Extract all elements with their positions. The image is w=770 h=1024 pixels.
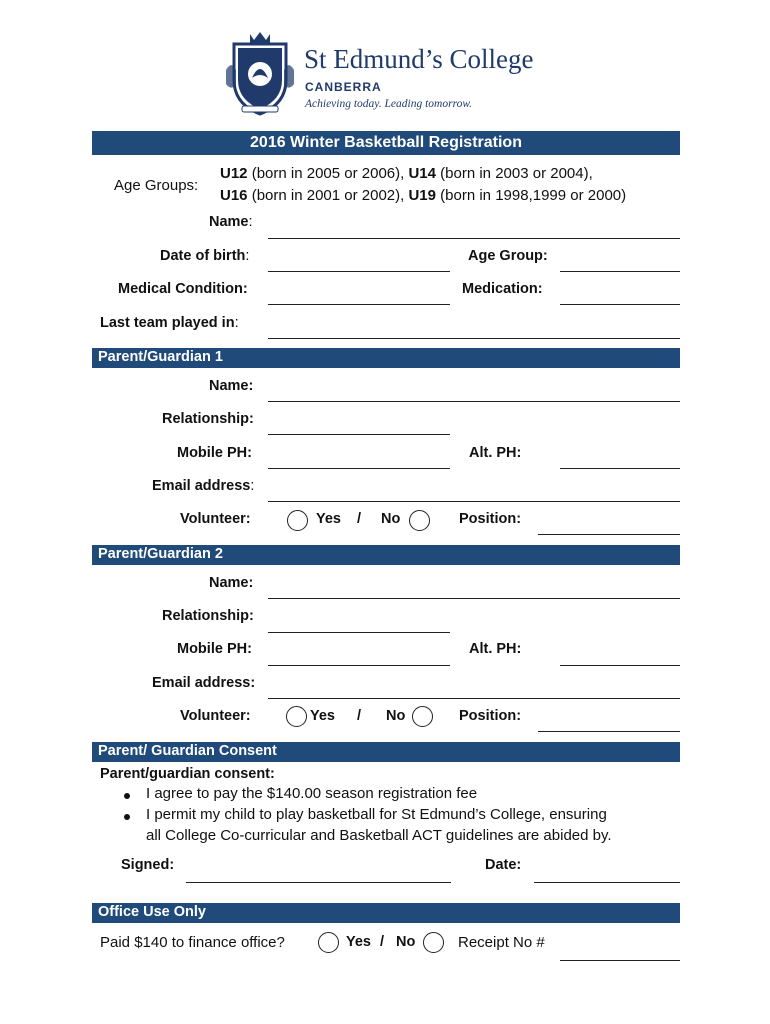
- date-label: Date:: [485, 857, 522, 873]
- guardian2-name-field[interactable]: [268, 598, 680, 599]
- consent-guidelines-item: all College Co-curricular and Basketball ACT guidelines are abided by.: [146, 827, 612, 844]
- last-team-field[interactable]: [268, 338, 680, 339]
- guardian1-no-label: No: [381, 511, 401, 527]
- age-group-label: Age Group:: [468, 248, 548, 264]
- receipt-no-field[interactable]: [560, 960, 680, 961]
- bullet-dot: [124, 814, 130, 820]
- office-slash: /: [380, 934, 385, 950]
- medication-label: Medication:: [462, 281, 543, 297]
- guardian2-position-label: Position:: [459, 708, 522, 724]
- guardian2-mobile-label: Mobile PH:: [177, 641, 252, 657]
- player-name-field[interactable]: [268, 238, 680, 239]
- guardian2-email-label: Email address:: [152, 675, 256, 691]
- dob-field[interactable]: [268, 271, 450, 272]
- guardian1-volunteer-no-radio[interactable]: [409, 510, 430, 531]
- guardian2-slash: /: [357, 708, 362, 724]
- guardian1-yes-label: Yes: [316, 511, 341, 527]
- guardian2-heading-bar: Parent/Guardian 2: [92, 545, 680, 565]
- guardian1-email-field[interactable]: [268, 501, 680, 502]
- guardian1-name-label: Name:: [209, 378, 254, 394]
- guardian1-relationship-label: Relationship:: [162, 411, 254, 427]
- guardian2-alt-ph-label: Alt. PH:: [469, 641, 522, 657]
- college-crest-logo: [224, 30, 296, 118]
- date-field[interactable]: [534, 882, 680, 883]
- form-title-bar: 2016 Winter Basketball Registration: [92, 131, 680, 155]
- age-groups-label: Age Groups:: [114, 177, 199, 194]
- guardian1-alt-ph-field[interactable]: [560, 468, 680, 469]
- guardian2-position-field[interactable]: [538, 731, 680, 732]
- guardian1-email-label: Email address:: [152, 478, 255, 494]
- player-name-label: Name:: [209, 214, 253, 230]
- signed-label: Signed:: [121, 857, 175, 873]
- guardian2-yes-label: Yes: [310, 708, 335, 724]
- college-name: St Edmund’s College: [304, 44, 534, 74]
- guardian2-volunteer-yes-radio[interactable]: [286, 706, 307, 727]
- college-motto: Achieving today. Leading tomorrow.: [305, 98, 473, 110]
- receipt-no-label: Receipt No #: [458, 934, 545, 951]
- office-no-label: No: [396, 934, 416, 950]
- signature-field[interactable]: [186, 882, 451, 883]
- guardian2-alt-ph-field[interactable]: [560, 665, 680, 666]
- guardian1-volunteer-label: Volunteer:: [180, 511, 251, 527]
- office-paid-yes-radio[interactable]: [318, 932, 339, 953]
- guardian2-relationship-label: Relationship:: [162, 608, 254, 624]
- guardian1-relationship-field[interactable]: [268, 434, 450, 435]
- guardian1-mobile-label: Mobile PH:: [177, 445, 252, 461]
- college-city: CANBERRA: [305, 80, 382, 94]
- consent-subheading: Parent/guardian consent:: [100, 766, 275, 782]
- consent-fee-item: I agree to pay the $140.00 season registration fee: [146, 785, 478, 802]
- age-group-line-2: U16 (born in 2001 or 2002), U19 (born in 1998,1999 or 2000): [220, 187, 627, 204]
- bullet-dot: [124, 793, 130, 799]
- last-team-label: Last team played in:: [100, 315, 239, 331]
- office-yes-label: Yes: [346, 934, 371, 950]
- guardian1-heading-bar: Parent/Guardian 1: [92, 348, 680, 368]
- guardian1-volunteer-yes-radio[interactable]: [287, 510, 308, 531]
- consent-heading-bar: Parent/ Guardian Consent: [92, 742, 680, 762]
- dob-label: Date of birth:: [160, 248, 250, 264]
- medical-condition-label: Medical Condition:: [118, 281, 248, 297]
- guardian2-name-label: Name:: [209, 575, 254, 591]
- guardian2-relationship-field[interactable]: [268, 632, 450, 633]
- guardian1-position-label: Position:: [459, 511, 522, 527]
- paid-finance-label: Paid $140 to finance office?: [100, 934, 285, 951]
- age-group-line-1: U12 (born in 2005 or 2006), U14 (born in 2003 or 2004),: [220, 165, 593, 182]
- guardian1-name-field[interactable]: [268, 401, 680, 402]
- guardian1-alt-ph-label: Alt. PH:: [469, 445, 522, 461]
- guardian2-mobile-field[interactable]: [268, 665, 450, 666]
- office-paid-no-radio[interactable]: [423, 932, 444, 953]
- consent-permit-item: I permit my child to play basketball for St Edmund’s College, ensuring: [146, 806, 607, 823]
- guardian2-no-label: No: [386, 708, 406, 724]
- guardian1-mobile-field[interactable]: [268, 468, 450, 469]
- guardian1-slash: /: [357, 511, 362, 527]
- guardian2-volunteer-label: Volunteer:: [180, 708, 251, 724]
- guardian2-email-field[interactable]: [268, 698, 680, 699]
- medication-field[interactable]: [560, 304, 680, 305]
- guardian1-position-field[interactable]: [538, 534, 680, 535]
- age-group-field[interactable]: [560, 271, 680, 272]
- medical-condition-field[interactable]: [268, 304, 450, 305]
- guardian2-volunteer-no-radio[interactable]: [412, 706, 433, 727]
- office-use-heading-bar: Office Use Only: [92, 903, 680, 923]
